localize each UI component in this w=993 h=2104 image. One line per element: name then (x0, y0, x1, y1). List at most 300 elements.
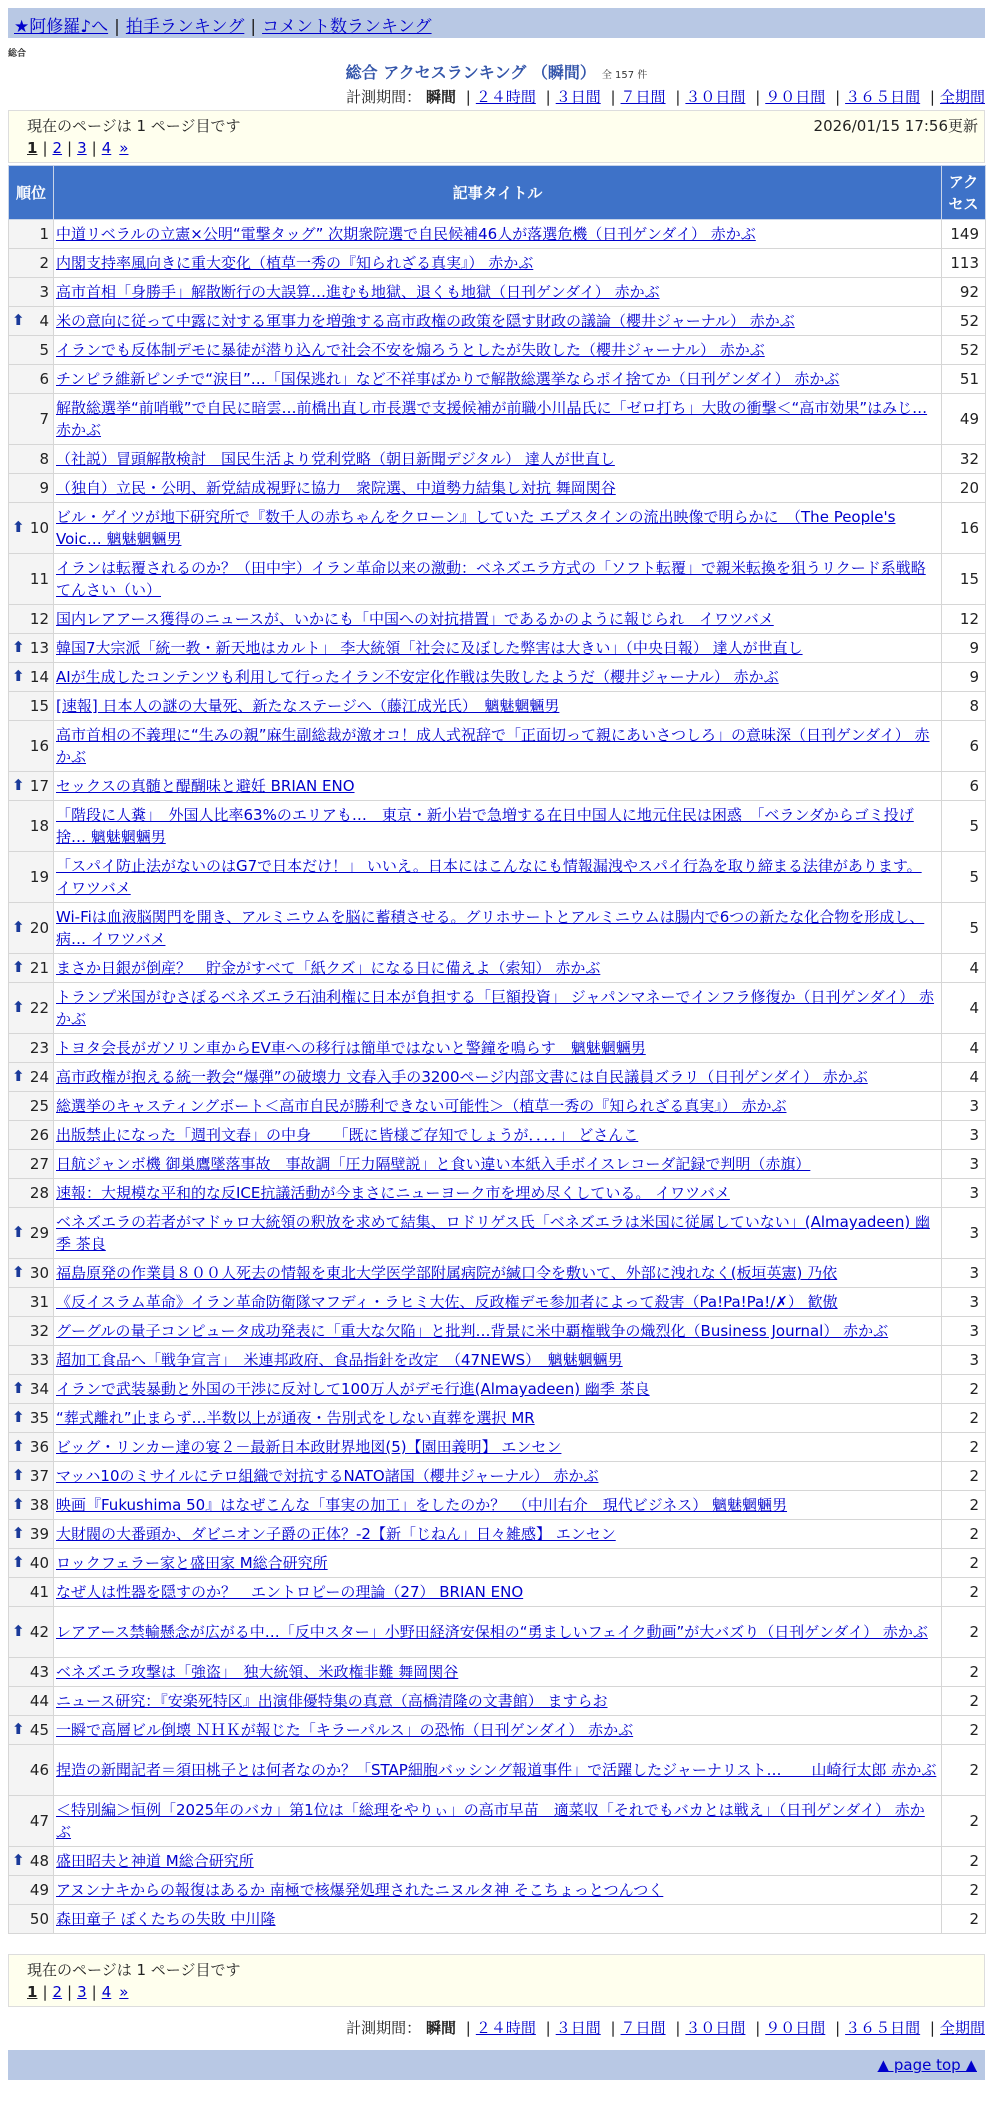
article-link[interactable]: 超加工食品へ「戦争宣言」 米連邦政府、食品指針を改定 （47NEWS） 魑魅魍魎男 (56, 1351, 623, 1369)
rank-cell (9, 1578, 54, 1607)
table-row (9, 1208, 986, 1259)
access-count: 3 (942, 1179, 986, 1208)
access-count: 16 (942, 503, 986, 554)
rank-number: 20 (29, 919, 49, 937)
period-option-365d[interactable]: ３６５日間 (845, 88, 921, 106)
period-option-all[interactable]: 全期間 (939, 2019, 985, 2037)
rank-number: 19 (29, 868, 49, 886)
table-row (9, 1375, 986, 1404)
rank-cell (9, 1491, 54, 1520)
rank-cell (9, 1847, 54, 1876)
period-separator: | (755, 2019, 761, 2037)
article-link[interactable]: （独自）立民・公明、新党結成視野に協力 衆院選、中道勢力結集し対抗 舞岡関谷 (56, 479, 616, 497)
table-row (9, 307, 986, 336)
access-count: 15 (942, 554, 986, 605)
up-arrow-icon: ⬆ (12, 518, 25, 536)
title-cell (54, 278, 942, 307)
title-cell (54, 1716, 942, 1745)
article-link[interactable]: 「スパイ防止法がないのはG7で日本だけ！」 いいえ。日本にはこんなにも情報漏洩やスパイ行為を取り締まる法律があります。 イワツバメ (56, 857, 922, 897)
up-arrow-icon: ⬆ (12, 1553, 25, 1571)
article-link[interactable]: 大財閥の大番頭か、ダビニオン子爵の正体？-2【新「じねん」日々雑感】 エンセン (56, 1525, 616, 1543)
table-row (9, 1063, 986, 1092)
rank-cell (9, 903, 54, 954)
table-row (9, 634, 986, 663)
current-page-message: 現在のページは 1 ページ目です (27, 117, 241, 135)
rank-cell (9, 554, 54, 605)
title-cell (54, 365, 942, 394)
title-cell (54, 307, 942, 336)
article-link[interactable]: トヨタ会長がガソリン車からEV車への移行は簡単ではないと警鐘を鳴らす 魑魅魍魎男 (56, 1039, 646, 1057)
table-row (9, 1607, 986, 1658)
nav-separator: | (250, 17, 257, 37)
rank-cell (9, 220, 54, 249)
rank-number: 30 (29, 1264, 49, 1282)
table-row (9, 1847, 986, 1876)
title-cell (54, 1288, 942, 1317)
access-count: 2 (942, 1687, 986, 1716)
rank-cell (9, 692, 54, 721)
title-cell (54, 1607, 942, 1658)
table-row (9, 903, 986, 954)
up-arrow-icon: ⬆ (12, 667, 25, 685)
period-separator: | (465, 88, 471, 106)
article-link[interactable]: 日航ジャンボ機 御巣鷹墜落事故 事故調「圧力隔壁説」と食い違い本紙入手ボイスレコーダ記録で判明（赤旗） (56, 1155, 811, 1173)
period-option-7d[interactable]: ７日間 (620, 88, 666, 106)
rank-number: 22 (29, 999, 49, 1017)
table-row (9, 1121, 986, 1150)
page-title: 総合 アクセスランキング （瞬間） (345, 63, 596, 82)
access-count: 2 (942, 1520, 986, 1549)
title-cell (54, 605, 942, 634)
access-count: 2 (942, 1433, 986, 1462)
title-cell (54, 503, 942, 554)
up-arrow-icon: ⬆ (12, 1223, 25, 1241)
period-label: 計測期間： (346, 2019, 422, 2037)
rank-cell (9, 1288, 54, 1317)
rank-cell (9, 474, 54, 503)
article-link[interactable]: チンピラ維新ピンチで“涙目”…「国保逃れ」など不祥事ばかりで解散総選挙ならポイ捨てか（日刊ゲンダイ） 赤かぶ (56, 370, 840, 388)
access-count: 3 (942, 1346, 986, 1375)
rank-number: 14 (29, 668, 49, 686)
applause-ranking-link[interactable]: 拍手ランキング (125, 17, 245, 37)
rank-cell (9, 1259, 54, 1288)
title-cell (54, 954, 942, 983)
period-option-24h[interactable]: ２４時間 (475, 2019, 536, 2037)
article-link[interactable]: 総選挙のキャスティングボート＜高市自民が勝利できない可能性＞（植草一秀の『知られざる真実』） 赤かぶ (56, 1097, 787, 1115)
table-row (9, 1578, 986, 1607)
rank-cell (9, 1607, 54, 1658)
rank-number: 49 (29, 1881, 49, 1899)
title-cell (54, 1208, 942, 1259)
home-link[interactable]: ★阿修羅♪へ (14, 17, 109, 37)
article-link[interactable]: 盛田昭夫と神道 M総合研究所 (56, 1852, 254, 1870)
access-count: 2 (942, 1905, 986, 1934)
pager-separator: | (67, 139, 73, 157)
period-option-3d[interactable]: ３日間 (555, 2019, 601, 2037)
access-count: 9 (942, 663, 986, 692)
article-link[interactable]: “葬式離れ”止まらず…半数以上が通夜・告別式をしない直葬を選択 MR (56, 1409, 535, 1427)
ranking-table (8, 165, 986, 1934)
article-link[interactable]: レアアース禁輸懸念が広がる中…「反中スター」小野田経済安保相の“勇ましいフェイク動画”が大バズり（日刊ゲンダイ） 赤かぶ (56, 1623, 928, 1641)
article-link[interactable]: ニュース研究：『安楽死特区』出演俳優特集の真意（高橋清隆の文書館） ますらお (56, 1692, 608, 1710)
period-separator: | (835, 2019, 841, 2037)
period-option-all[interactable]: 全期間 (939, 88, 985, 106)
table-row (9, 503, 986, 554)
rank-number: 6 (39, 370, 49, 388)
rank-cell (9, 1687, 54, 1716)
title-cell (54, 1150, 942, 1179)
article-link[interactable]: アヌンナキからの報復はあるか 南極で核爆発処理されたニヌルタ神 そこちょっとつんつく (56, 1881, 664, 1899)
article-link[interactable]: ＜特別編＞恒例「2025年のバカ」第1位は「総理をやりぃ」の高市早苗 適菜収「それでもバカとは戦え」（日刊ゲンダイ） 赤かぶ (56, 1801, 925, 1841)
title-cell (54, 1658, 942, 1687)
pager-separator: | (91, 139, 97, 157)
table-row (9, 1796, 986, 1847)
page-info-box-bottom (8, 1954, 985, 2007)
title-cell (54, 692, 942, 721)
rank-cell (9, 1404, 54, 1433)
access-count: 4 (942, 954, 986, 983)
page-link-4[interactable]: 4 (101, 139, 112, 157)
rank-cell (9, 249, 54, 278)
title-cell (54, 983, 942, 1034)
title-cell (54, 1745, 942, 1796)
title-cell (54, 634, 942, 663)
rank-number: 41 (29, 1583, 49, 1601)
table-row (9, 852, 986, 903)
next-page-link[interactable]: » (119, 1983, 129, 2001)
rank-number: 8 (39, 450, 49, 468)
access-count: 3 (942, 1208, 986, 1259)
article-link[interactable]: 高市政権が抱える統一教会“爆弾”の破壊力 文春入手の3200ページ内部文書には自民議員ズラリ（日刊ゲンダイ） 赤かぶ (56, 1068, 868, 1086)
article-link[interactable]: 福島原発の作業員８００人死去の情報を東北大学医学部附属病院が緘口令を敷いて、外部に洩れなく(板垣英憲) 乃依 (56, 1264, 838, 1282)
footer-bar (8, 2050, 985, 2080)
article-link[interactable]: イランで武装暴動と外国の干渉に反対して100万人がデモ行進(Almayadeen) 幽季 茶良 (56, 1380, 650, 1398)
table-row (9, 663, 986, 692)
article-link[interactable]: なぜ人は性器を隠すのか？ エントロピーの理論（27） BRIAN ENO (56, 1583, 524, 1601)
title-cell (54, 903, 942, 954)
title-cell (54, 1796, 942, 1847)
title-cell (54, 1578, 942, 1607)
article-link[interactable]: ベネズエラ攻撃は「強盗」 独大統領、米政権非難 舞岡関谷 (56, 1663, 459, 1681)
rank-number: 3 (39, 283, 49, 301)
article-link[interactable]: 中道リベラルの立憲×公明“電撃タッグ” 次期衆院選で自民候補46人が落選危機（日刊ゲンダイ） 赤かぶ (56, 225, 756, 243)
up-arrow-icon: ⬆ (12, 1067, 25, 1085)
rank-cell (9, 663, 54, 692)
period-option-3d[interactable]: ３日間 (555, 88, 601, 106)
table-row (9, 1520, 986, 1549)
article-link[interactable]: 高市首相「身勝手」解散断行の大誤算…進むも地獄、退くも地獄（日刊ゲンダイ） 赤かぶ (56, 283, 660, 301)
rank-number: 17 (29, 777, 49, 795)
access-count: 52 (942, 307, 986, 336)
access-count: 49 (942, 394, 986, 445)
access-count: 52 (942, 336, 986, 365)
article-link[interactable]: （社説）冒頭解散検討 国民生活より党利党略（朝日新聞デジタル） 達人が世直し (56, 450, 615, 468)
rank-number: 21 (29, 959, 49, 977)
period-separator: | (929, 88, 935, 106)
rank-cell (9, 307, 54, 336)
article-link[interactable]: 解散総選挙“前哨戦”で自民に暗雲…前橋出直し市長選で支援候補が前職小川晶氏に「ゼロ打ち」大敗の衝撃＜“高市効果”はみじ… 赤かぶ (56, 399, 928, 439)
page-link-1: 1 (27, 1983, 38, 2001)
column-header-title: 記事タイトル (54, 166, 942, 220)
rank-cell (9, 445, 54, 474)
rank-number: 43 (29, 1663, 49, 1681)
table-row (9, 605, 986, 634)
rank-cell (9, 1150, 54, 1179)
rank-cell (9, 1121, 54, 1150)
access-count: 6 (942, 721, 986, 772)
rank-number: 26 (29, 1126, 49, 1144)
page-link-4[interactable]: 4 (101, 1983, 112, 2001)
period-option-90d[interactable]: ９０日間 (765, 88, 826, 106)
table-row (9, 1179, 986, 1208)
title-cell (54, 1346, 942, 1375)
up-arrow-icon: ⬆ (12, 918, 25, 936)
ranking-title-line (0, 60, 993, 83)
rank-cell (9, 1745, 54, 1796)
rank-number: 27 (29, 1155, 49, 1173)
access-count: 2 (942, 1658, 986, 1687)
rank-number: 13 (29, 639, 49, 657)
rank-number: 38 (29, 1496, 49, 1514)
table-row (9, 1404, 986, 1433)
column-header-access: アクセス (942, 166, 986, 220)
article-link[interactable]: 内閣支持率風向きに重大変化（植草一秀の『知られざる真実』） 赤かぶ (56, 254, 534, 272)
pager-separator: | (42, 139, 48, 157)
title-cell (54, 1063, 942, 1092)
access-count: 3 (942, 1150, 986, 1179)
rank-cell (9, 336, 54, 365)
period-separator: | (929, 2019, 935, 2037)
period-option-7d[interactable]: ７日間 (620, 2019, 666, 2037)
rank-cell (9, 1317, 54, 1346)
table-row (9, 1745, 986, 1796)
access-count: 2 (942, 1549, 986, 1578)
up-arrow-icon: ⬆ (12, 1466, 25, 1484)
table-row (9, 1034, 986, 1063)
table-row (9, 1716, 986, 1745)
period-option-24h[interactable]: ２４時間 (475, 88, 536, 106)
rank-cell (9, 1549, 54, 1578)
article-link[interactable]: 森田童子 ぼくたちの失敗 中川隆 (56, 1910, 276, 1928)
article-link[interactable]: 捏造の新聞記者＝須田桃子とは何者なのか？「STAP細胞バッシング報道事件」で活躍したジャーナリスト… 山崎行太郎 赤かぶ (56, 1761, 937, 1779)
article-link[interactable]: トランプ米国がむさぼるベネズエラ石油利権に日本が負担する「巨額投資」 ジャパンマネーでインフラ修復か（日刊ゲンダイ） 赤かぶ (56, 988, 935, 1028)
table-row (9, 365, 986, 394)
up-arrow-icon: ⬆ (12, 998, 25, 1016)
title-cell (54, 852, 942, 903)
article-link[interactable]: セックスの真髄と醍醐味と避妊 BRIAN ENO (56, 777, 355, 795)
article-link[interactable]: ベネズエラの若者がマドゥロ大統領の釈放を求めて結集、ロドリゲス氏「ベネズエラは米国に従属していない」(Almayadeen) 幽季 茶良 (56, 1213, 930, 1253)
table-row (9, 336, 986, 365)
table-row (9, 1687, 986, 1716)
page-top-link[interactable]: ▲ page top ▲ (877, 2056, 977, 2074)
table-row (9, 1905, 986, 1934)
rank-cell (9, 772, 54, 801)
period-separator: | (545, 2019, 551, 2037)
article-link[interactable]: 国内レアアース獲得のニュースが、いかにも「中国への対抗措置」であるかのように報じられ イワツバメ (56, 610, 774, 628)
rank-cell (9, 954, 54, 983)
access-count: 12 (942, 605, 986, 634)
table-row (9, 249, 986, 278)
period-option-90d[interactable]: ９０日間 (765, 2019, 826, 2037)
access-count: 5 (942, 852, 986, 903)
genre-label: 総合 (8, 49, 27, 59)
rank-cell (9, 1346, 54, 1375)
rank-number: 39 (29, 1525, 49, 1543)
title-cell (54, 1404, 942, 1433)
article-link[interactable]: マッハ10のミサイルにテロ組織で対抗するNATO諸国（櫻井ジャーナル） 赤かぶ (56, 1467, 599, 1485)
title-cell (54, 445, 942, 474)
table-row (9, 1658, 986, 1687)
page-link-2[interactable]: 2 (52, 1983, 63, 2001)
article-link[interactable]: 速報：大規模な平和的な反ICE抗議活動が今まさにニューヨーク市を埋め尽くしている。 イワツバメ (56, 1184, 730, 1202)
article-link[interactable]: 映画『Fukushima 50』はなぜこんな「事実の加工」をしたのか？ （中川右介 現代ビジネス） 魑魅魍魎男 (56, 1496, 788, 1514)
rank-cell (9, 801, 54, 852)
period-separator: | (545, 88, 551, 106)
title-cell (54, 663, 942, 692)
next-page-link[interactable]: » (119, 139, 129, 157)
article-link[interactable]: [速報] 日本人の謎の大量死、新たなステージへ（藤江成光氏） 魑魅魍魎男 (56, 697, 560, 715)
article-link[interactable]: 出版禁止になった「週刊文春」の中身 「既に皆様ご存知でしょうが．．．．」 どさんこ (56, 1126, 639, 1144)
access-count: 20 (942, 474, 986, 503)
article-link[interactable]: まさか日銀が倒産？ 貯金がすべて「紙クズ」になる日に備えよ（索知） 赤かぶ (56, 959, 601, 977)
table-row (9, 1092, 986, 1121)
period-current: 瞬間 (425, 88, 456, 106)
article-link[interactable]: 米の意向に従って中露に対する軍事力を増強する高市政権の政策を隠す財政の議論（櫻井ジャーナル） 赤かぶ (56, 312, 795, 330)
article-link[interactable]: ビル・ゲイツが地下研究所で『数千人の赤ちゃんをクローン』していた エプスタインの流出映像で明らかに （The People's Voic… 魑魅魍魎男 (56, 508, 896, 548)
table-row (9, 278, 986, 307)
period-separator: | (675, 2019, 681, 2037)
table-row (9, 721, 986, 772)
title-cell (54, 772, 942, 801)
page-link-3[interactable]: 3 (77, 139, 87, 157)
rank-number: 29 (29, 1224, 49, 1242)
article-link[interactable]: ビッグ・リンカー達の宴２－最新日本政財界地図(5)【園田義明】 エンセン (56, 1438, 562, 1456)
access-count: 2 (942, 1404, 986, 1433)
pagination (27, 1983, 128, 2001)
rank-number: 50 (29, 1910, 49, 1928)
rank-cell (9, 1433, 54, 1462)
rank-number: 9 (39, 479, 49, 497)
access-count: 2 (942, 1716, 986, 1745)
article-link[interactable]: 高市首相の不義理に“生みの親”麻生副総裁が激オコ！成人式祝辞で「正面切って親にあいさつしろ」の意味深（日刊ゲンダイ） 赤かぶ (56, 726, 930, 766)
up-arrow-icon: ⬆ (12, 1851, 25, 1869)
page-link-2[interactable]: 2 (52, 139, 63, 157)
table-row (9, 1346, 986, 1375)
access-count: 3 (942, 1259, 986, 1288)
title-cell (54, 1034, 942, 1063)
article-link[interactable]: グーグルの量子コンピュータ成功発表に「重大な欠陥」と批判…背景に米中覇権戦争の熾烈化（Business Journal） 赤かぶ (56, 1322, 889, 1340)
top-nav-bar (8, 8, 985, 38)
title-cell (54, 1876, 942, 1905)
up-arrow-icon: ⬆ (12, 311, 25, 329)
rank-number: 16 (29, 737, 49, 755)
article-link[interactable]: 韓国7大宗派「統一教・新天地はカルト」 李大統領「社会に及ぼした弊害は大きい」（中央日報） 達人が世直し (56, 639, 803, 657)
title-cell (54, 1375, 942, 1404)
title-cell (54, 1092, 942, 1121)
rank-number: 33 (29, 1351, 49, 1369)
title-cell (54, 721, 942, 772)
access-count: 4 (942, 983, 986, 1034)
access-count: 4 (942, 1063, 986, 1092)
rank-cell (9, 605, 54, 634)
access-count: 113 (942, 249, 986, 278)
access-count: 92 (942, 278, 986, 307)
comment-ranking-link[interactable]: コメント数ランキング (262, 17, 432, 37)
table-row (9, 1288, 986, 1317)
rank-cell (9, 1375, 54, 1404)
rank-number: 44 (29, 1692, 49, 1710)
table-row (9, 1150, 986, 1179)
up-arrow-icon: ⬆ (12, 1524, 25, 1542)
table-row (9, 1317, 986, 1346)
article-link[interactable]: 「階段に人糞」 外国人比率63%のエリアも… 東京・新小岩で急増する在日中国人に地元住民は困惑 「ベランダからゴミ投げ捨… 魑魅魍魎男 (56, 806, 914, 846)
title-cell (54, 336, 942, 365)
title-cell (54, 249, 942, 278)
title-cell (54, 394, 942, 445)
pager-separator: | (91, 1983, 97, 2001)
article-link[interactable]: Wi-Fiは血液脳関門を開き、アルミニウムを脳に蓄積させる。グリホサートとアルミニウムは腸内で6つの新たな化合物を形成し、病… イワツバメ (56, 908, 925, 948)
page-info-box-top (8, 110, 985, 163)
title-cell (54, 1847, 942, 1876)
article-link[interactable]: イランは転覆されるのか？（田中宇）イラン革命以来の激動：ベネズエラ方式の「ソフト転覆」で親米転換を狙うリクード系戦略 てんさい（い） (56, 559, 926, 599)
period-option-30d[interactable]: ３０日間 (685, 2019, 746, 2037)
rank-cell (9, 365, 54, 394)
article-link[interactable]: 《反イスラム革命》イラン革命防衛隊マフディ・ラヒミ大佐、反政権デモ参加者によって殺害（Pa!Pa!Pa!/✗） 歓傲 (56, 1293, 838, 1311)
table-row (9, 554, 986, 605)
access-count: 2 (942, 1375, 986, 1404)
title-cell (54, 1259, 942, 1288)
table-row (9, 772, 986, 801)
period-option-365d[interactable]: ３６５日間 (845, 2019, 921, 2037)
title-cell (54, 1905, 942, 1934)
rank-cell (9, 1208, 54, 1259)
rank-cell (9, 721, 54, 772)
article-link[interactable]: イランでも反体制デモに暴徒が潜り込んで社会不安を煽ろうとしたが失敗した（櫻井ジャーナル） 赤かぶ (56, 341, 765, 359)
rank-number: 45 (29, 1721, 49, 1739)
title-cell (54, 1121, 942, 1150)
table-row (9, 445, 986, 474)
rank-number: 34 (29, 1380, 49, 1398)
title-cell (54, 1179, 942, 1208)
updated-timestamp: 2026/01/15 17:56更新 (813, 117, 978, 135)
table-row (9, 474, 986, 503)
period-separator: | (610, 2019, 616, 2037)
up-arrow-icon: ⬆ (12, 1720, 25, 1738)
table-row (9, 1876, 986, 1905)
rank-number: 10 (29, 519, 49, 537)
access-count: 2 (942, 1876, 986, 1905)
table-header-row (9, 166, 986, 220)
access-count: 3 (942, 1317, 986, 1346)
article-link[interactable]: AIが生成したコンテンツも利用して行ったイラン不安定化作戦は失敗したようだ（櫻井ジャーナル） 赤かぶ (56, 668, 779, 686)
page-link-3[interactable]: 3 (77, 1983, 87, 2001)
column-header-rank: 順位 (9, 166, 54, 220)
title-cell (54, 801, 942, 852)
page-link-1: 1 (27, 139, 38, 157)
table-row (9, 692, 986, 721)
rank-number: 25 (29, 1097, 49, 1115)
pager-separator: | (67, 1983, 73, 2001)
access-count: 2 (942, 1745, 986, 1796)
up-arrow-icon: ⬆ (12, 958, 25, 976)
article-link[interactable]: 一瞬で高層ビル倒壊 ＮＨＫが報じた「キラーパルス」の恐怖（日刊ゲンダイ） 赤かぶ (56, 1721, 634, 1739)
article-link[interactable]: ロックフェラー家と盛田家 M総合研究所 (56, 1554, 328, 1572)
rank-number: 1 (39, 225, 49, 243)
period-current: 瞬間 (425, 2019, 456, 2037)
period-option-30d[interactable]: ３０日間 (685, 88, 746, 106)
access-count: 9 (942, 634, 986, 663)
rank-cell (9, 1462, 54, 1491)
